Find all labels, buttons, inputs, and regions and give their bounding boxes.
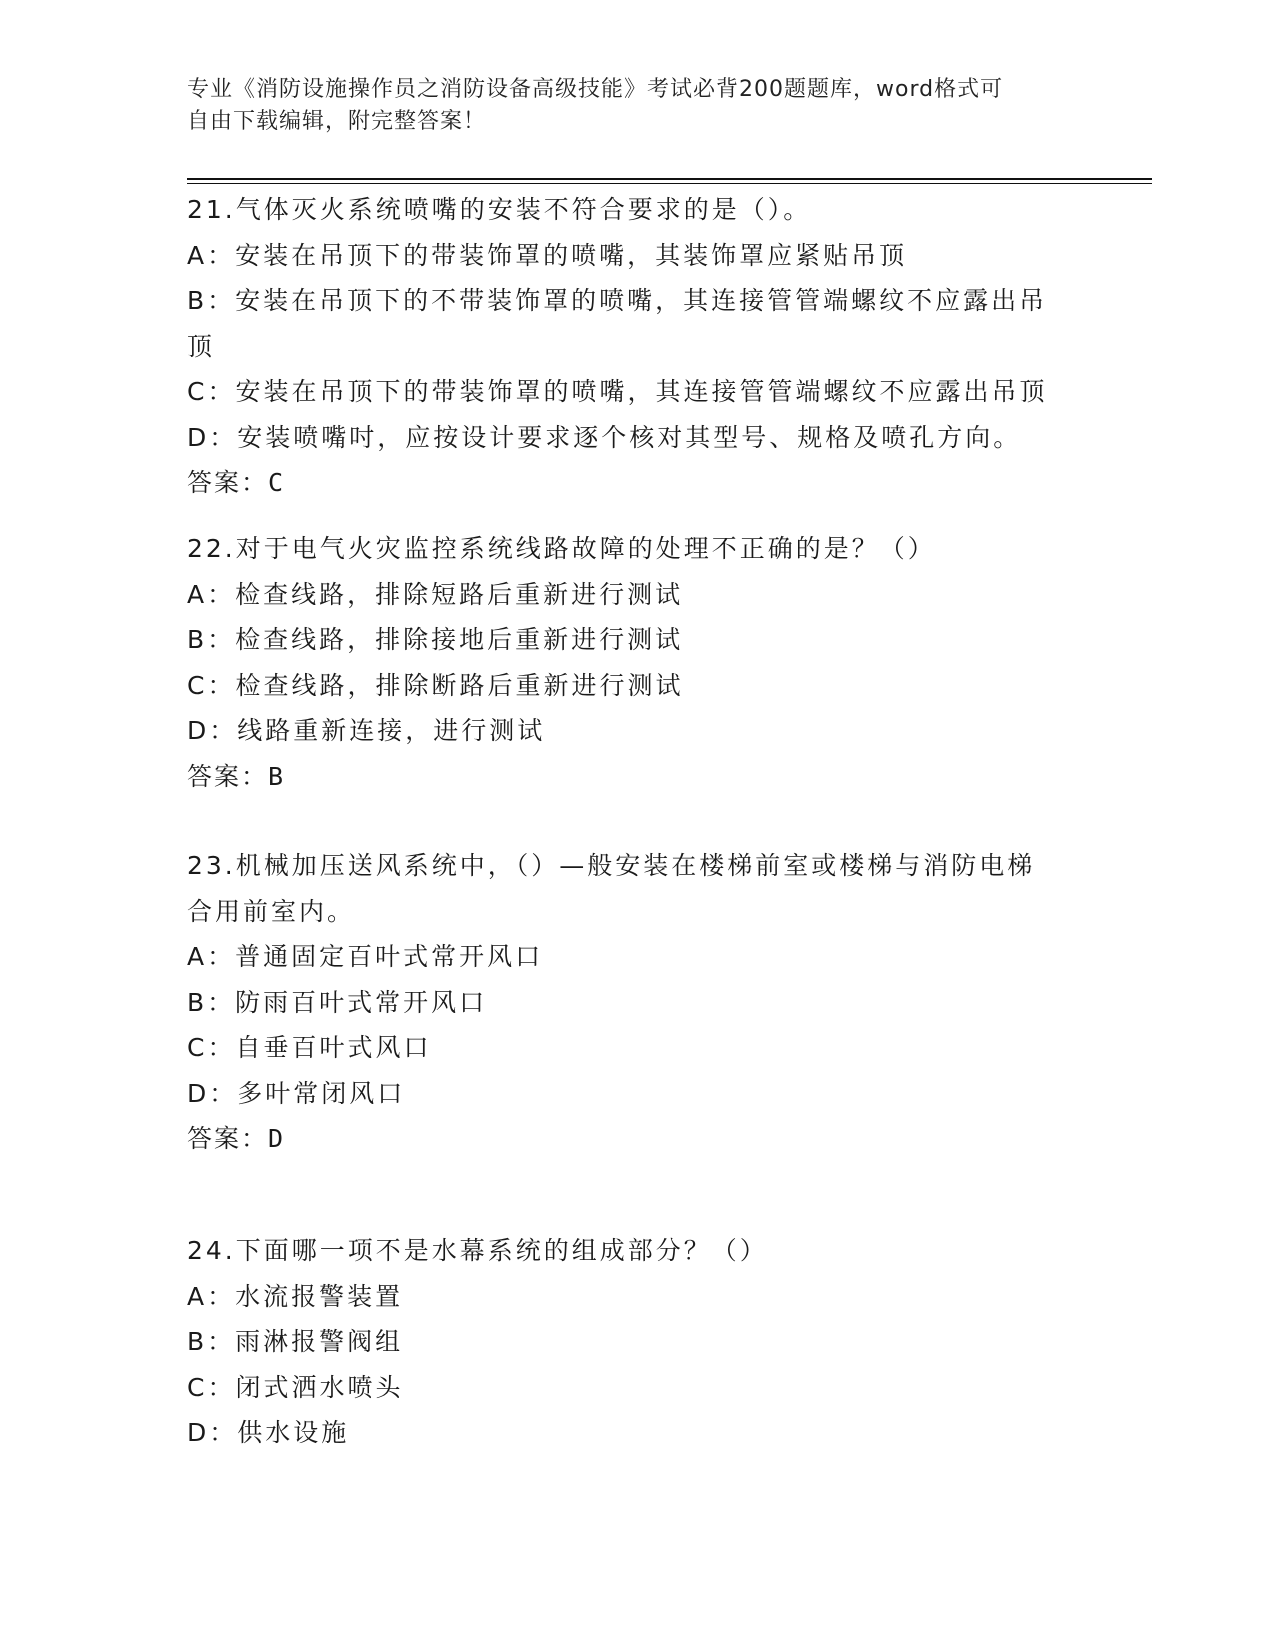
option-b: B：防雨百叶式常开风口 — [187, 987, 488, 1017]
header-divider-thick — [187, 178, 1152, 180]
option-b-continued: 顶 — [187, 331, 216, 361]
answer-value: C — [268, 468, 285, 497]
answer-value: B — [268, 761, 285, 791]
option-c: C：安装在吊顶下的带装饰罩的喷嘴，其连接管管端螺纹不应露出吊顶 — [187, 377, 1048, 406]
answer-label: 答案： — [187, 468, 269, 497]
option-c: C：检查线路，排除断路后重新进行测试 — [187, 670, 684, 700]
answer — [187, 754, 1087, 800]
answer-label: 答案： — [187, 761, 269, 791]
answer-value: D — [268, 1124, 285, 1153]
document-header — [187, 74, 1067, 138]
question-stem: 23.机械加压送风系统中，（）—般安装在楼梯前室或楼梯与消防电梯 — [187, 851, 1036, 880]
question-stem-continued: 合用前室内。 — [187, 896, 356, 926]
answer — [187, 1116, 1087, 1162]
question-22 — [187, 526, 1087, 799]
answer-label: 答案： — [187, 1124, 269, 1153]
option-d: D：多叶常闭风口 — [187, 1078, 406, 1108]
option-a: A：检查线路，排除短路后重新进行测试 — [187, 579, 684, 609]
option-c: C：闭式洒水喷头 — [187, 1372, 404, 1402]
answer — [187, 460, 1087, 506]
option-a: A：普通固定百叶式常开风口 — [187, 942, 544, 971]
option-d: D：供水设施 — [187, 1418, 350, 1447]
option-a: A：水流报警装置 — [187, 1281, 404, 1311]
question-stem: 24.下面哪一项不是水幕系统的组成部分？（） — [187, 1236, 768, 1265]
option-b: B：安装在吊顶下的不带装饰罩的喷嘴，其连接管管端螺纹不应露出吊 — [187, 286, 1048, 315]
question-stem: 21.气体灭火系统喷嘴的安装不符合要求的是（）。 — [187, 195, 812, 224]
option-a: A：安装在吊顶下的带装饰罩的喷嘴，其装饰罩应紧贴吊顶 — [187, 240, 908, 270]
question-23 — [187, 843, 1087, 1162]
option-c: C：自垂百叶式风口 — [187, 1033, 432, 1062]
question-24 — [187, 1228, 1087, 1456]
header-line: 自由下载编辑，附完整答案！ — [187, 109, 487, 134]
header-divider-thin — [187, 183, 1152, 184]
option-d: D：安装喷嘴吋，应按设计要求逐个核对其型号、规格及喷孔方向。 — [187, 422, 1022, 452]
question-21 — [187, 187, 1087, 506]
option-d: D：线路重新连接，进行测试 — [187, 716, 546, 745]
option-b: B：检查线路，排除接地后重新进行测试 — [187, 625, 684, 654]
header-line: 专业《消防设施操作员之消防设备高级技能》考试必背200题题库，word格式可 — [187, 77, 1004, 102]
question-stem: 22.对于电气火灾监控系统线路故障的处理不正确的是？（） — [187, 534, 936, 563]
option-b: B：雨淋报警阀组 — [187, 1327, 404, 1356]
